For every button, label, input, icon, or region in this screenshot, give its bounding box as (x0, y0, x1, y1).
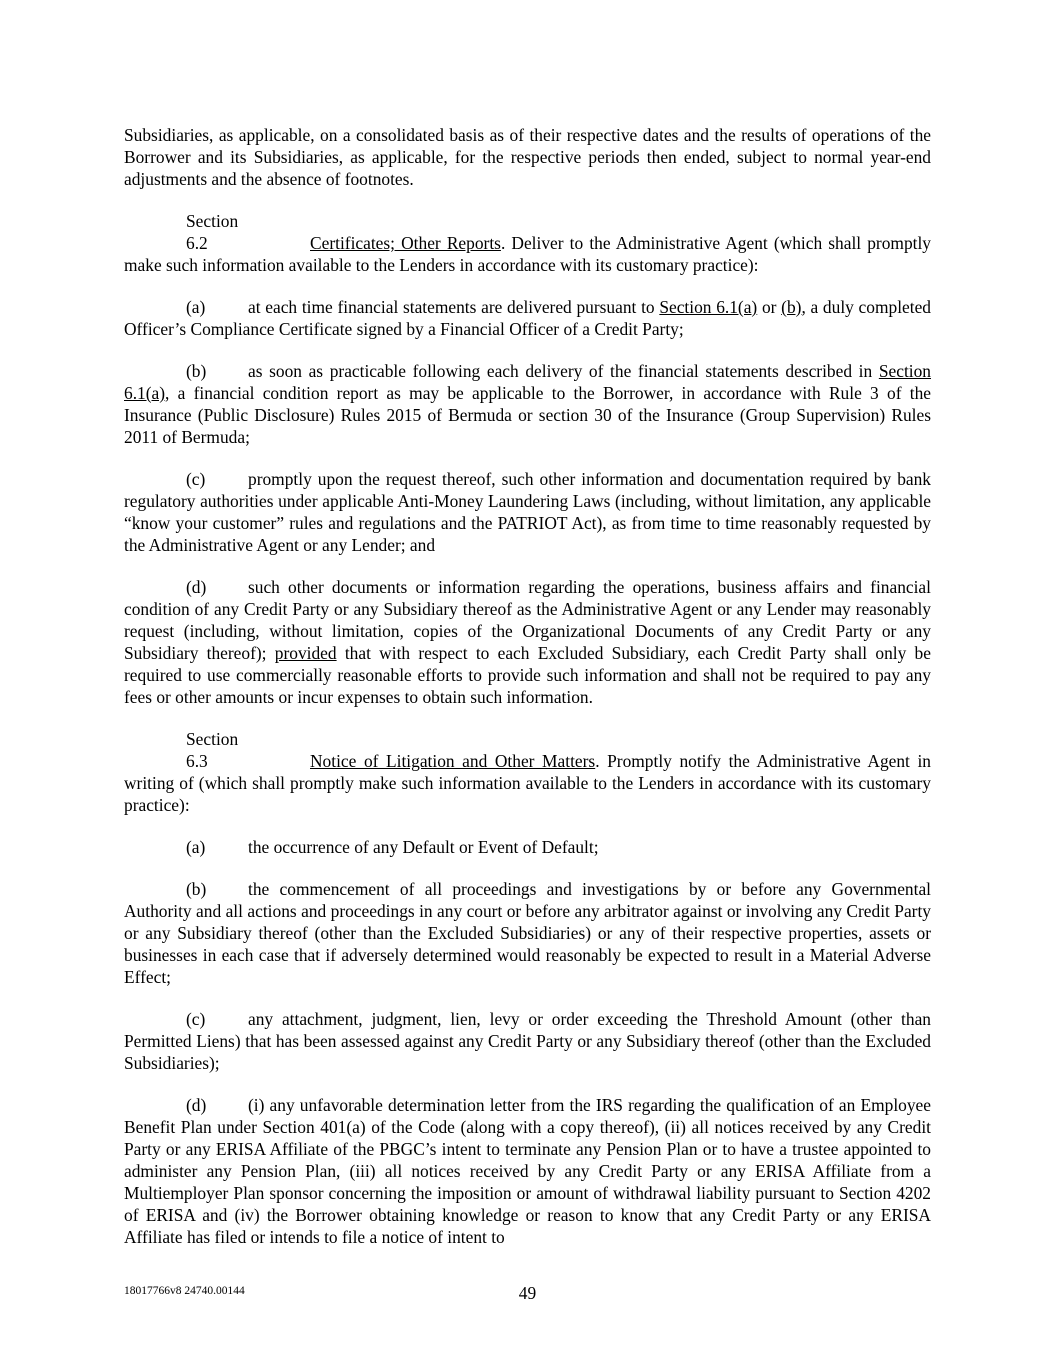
clause-label: (d) (186, 1095, 207, 1115)
clause-6-3-a (124, 836, 931, 858)
clause-6-2-a (124, 296, 931, 340)
section-number: Section 6.2 (186, 211, 239, 253)
section-text: . Deliver to the Administrative Agent (which shall promptly make such information available to the Lenders in accordance with its customary practice): (124, 233, 932, 275)
clause-label: (d) (186, 577, 207, 597)
section-6-3-heading-paragraph (124, 728, 931, 816)
clause-text: as soon as practicable following each delivery of the financial statements described in (248, 361, 879, 381)
cross-reference: (b) (781, 297, 802, 317)
section-title: Certificates; Other Reports (310, 233, 501, 253)
continued-paragraph: Subsidiaries, as applicable, on a consolidated basis as of their respective dates and the results of operations of the Borrower and its Subsidiaries, as applicable, for the respective periods then ended, subject to normal year-end adjustments and the absence of footnotes. (124, 125, 931, 189)
document-body (124, 124, 931, 1268)
clause-text: , a financial condition report as may be applicable to the Borrower, in accordance with Rule 3 of the Insurance (Public Disclosure) Rules 2015 of Bermuda or section 30 of the Insurance (Group Supervision) Rules 2011 of Bermuda; (124, 383, 931, 447)
clause-text: promptly upon the request thereof, such other information and documentation required by bank regulatory authorities under applicable Anti-Money Laundering Laws (including, without limitation, any applicable “know your customer” rules and regulations and the PATRIOT Act), as from time to time reasonably requested by the Administrative Agent or any Lender; and (124, 469, 931, 555)
clause-text: (i) any unfavorable determination letter from the IRS regarding the qualification of an Employee Benefit Plan under Section 401(a) of the Code (along with a copy thereof), (ii) all notices received by any Credit Party or any ERISA Affiliate of the PBGC’s intent to terminate any Pension Plan or to have a trustee appointed to administer any Pension Plan, (iii) all notices received by any Credit Party or any ERISA Affiliate from a Multiemployer Plan sponsor concerning the imposition or amount of withdrawal liability pursuant to Section 4202 of ERISA and (iv) the Borrower obtaining knowledge or reason to know that any Credit Party or any ERISA Affiliate has filed or intends to file a notice of intent to (124, 1095, 931, 1247)
section-title: Notice of Litigation and Other Matters (310, 751, 596, 771)
clause-6-2-c (124, 468, 931, 556)
cross-reference: Section 6.1(a) (124, 361, 931, 403)
footer-document-id: 18017766v8 24740.00144 (124, 1285, 245, 1297)
clause-label: (c) (186, 469, 206, 489)
cross-reference: Section 6.1(a) (659, 297, 758, 317)
clause-6-2-b (124, 360, 931, 448)
clause-text: any attachment, judgment, lien, levy or order exceeding the Threshold Amount (other than Permitted Liens) that has been assessed against any Credit Party or any Subsidiary thereof (other than the Excluded Subsidiaries); (124, 1009, 931, 1073)
clause-text: , a duly completed Officer’s Compliance Certificate signed by a Financial Officer of a Credit Party; (124, 297, 931, 339)
clause-6-2-d (124, 576, 931, 708)
clause-6-3-d (124, 1094, 931, 1248)
clause-text: the commencement of all proceedings and investigations by or before any Governmental Authority and all actions and proceedings in any court or before any arbitrator against or involving any Credit Party or any Subsidiary thereof (other than the Excluded Subsidiaries) or any of their respective properties, assets or businesses in each case that if adversely determined would reasonably be expected to result in a Material Adverse Effect; (124, 879, 931, 987)
clause-label: (b) (186, 879, 207, 899)
clause-label: (a) (186, 837, 206, 857)
clause-6-3-c (124, 1008, 931, 1074)
footer-page-number: 49 (518, 1283, 537, 1303)
clause-text: or (757, 297, 782, 317)
section-number: Section 6.3 (186, 729, 239, 771)
section-6-2-heading-paragraph (124, 210, 931, 276)
clause-text: that with respect to each Excluded Subsidiary, each Credit Party shall only be required to use commercially reasonable efforts to provide such information and shall not be required to pay any fees or other amounts or incur expenses to obtain such information. (124, 643, 931, 707)
clause-text: the occurrence of any Default or Event of Default; (248, 837, 599, 857)
clause-6-3-b (124, 878, 931, 988)
clause-text: such other documents or information regarding the operations, business affairs and financial condition of any Credit Party or any Subsidiary thereof as the Administrative Agent or any Lender may reasonably request (including, without limitation, copies of the Organizational Documents of any Credit Party or any Subsidiary thereof); (124, 577, 931, 663)
clause-label: (c) (186, 1009, 206, 1029)
section-text: . Promptly notify the Administrative Agent in writing of (which shall promptly make such information available to the Lenders in accordance with its customary practice): (124, 751, 931, 815)
clause-label: (a) (186, 297, 206, 317)
clause-text: at each time financial statements are delivered pursuant to (248, 297, 660, 317)
clause-label: (b) (186, 361, 207, 381)
proviso-term: provided (274, 643, 337, 663)
